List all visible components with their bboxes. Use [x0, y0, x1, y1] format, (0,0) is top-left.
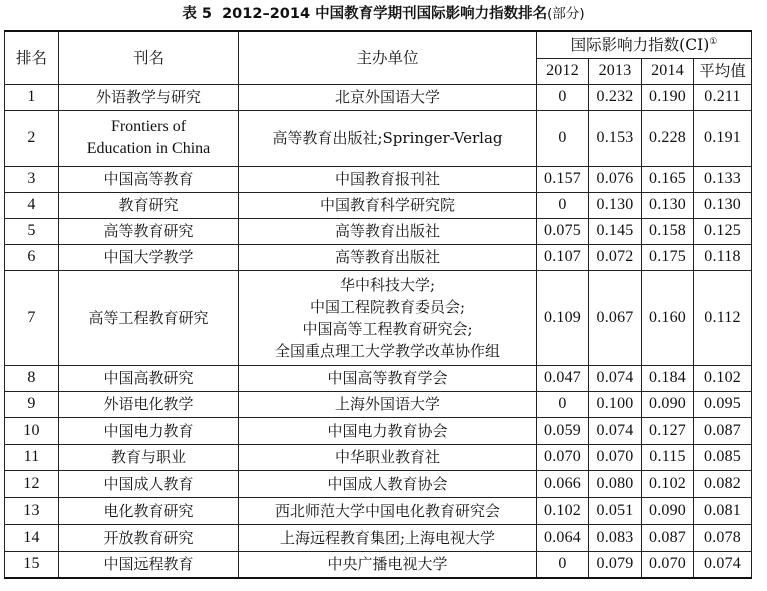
ci-avg-cell: 0.118 [694, 244, 752, 270]
journal-line: 中国高教研究 [103, 369, 194, 387]
sponsor-line: 中华职业教育社 [334, 448, 440, 466]
header-journal: 刊名 [59, 31, 239, 84]
sponsor-line: 中国电力教育协会 [327, 421, 448, 440]
journal-line: 教育与职业 [110, 448, 186, 466]
rank-cell: 13 [5, 497, 59, 524]
rank-cell: 3 [5, 166, 59, 192]
journal-cell [59, 84, 239, 110]
table-row [5, 166, 752, 192]
sponsor-cell [239, 110, 537, 166]
sponsor-line: 高等教育出版社 [334, 222, 440, 240]
ci-avg-cell: 0.102 [694, 365, 752, 391]
header-2014: 2014 [642, 58, 694, 84]
ci-avg-cell: 0.133 [694, 166, 752, 192]
header-ci-group [537, 31, 752, 58]
ci-v2014-cell: 0.115 [642, 444, 694, 470]
journal-cell [59, 524, 239, 551]
ci-avg-cell: 0.074 [694, 551, 752, 578]
rank-cell: 14 [5, 524, 59, 551]
journal-line: 中国成人教育 [103, 474, 194, 493]
ci-v2014-cell: 0.160 [642, 270, 694, 365]
rank-cell: 4 [5, 192, 59, 218]
journal-cell [59, 551, 239, 578]
sponsor-line: 中国成人教育协会 [327, 474, 448, 493]
journal-line: 外语教学与研究 [95, 88, 201, 106]
ci-v2013-cell: 0.145 [589, 218, 642, 244]
journal-cell [59, 244, 239, 270]
ci-avg-cell: 0.211 [694, 84, 752, 110]
ci-v2012-cell: 0.066 [537, 470, 589, 497]
ci-v2014-cell: 0.184 [642, 365, 694, 391]
ci-v2014-cell: 0.175 [642, 244, 694, 270]
table-caption [0, 0, 767, 28]
ci-v2013-cell: 0.051 [589, 497, 642, 524]
ci-v2013-cell: 0.067 [589, 270, 642, 365]
sponsor-cell [239, 244, 537, 270]
journal-cell [59, 391, 239, 417]
ci-v2012-cell: 0.070 [537, 444, 589, 470]
ci-v2013-cell: 0.100 [589, 391, 642, 417]
sponsor-line: 全国重点理工大学教学改革协作组 [274, 341, 500, 360]
ci-avg-cell: 0.085 [694, 444, 752, 470]
journal-line: 开放教育研究 [103, 528, 194, 547]
ci-avg-cell: 0.078 [694, 524, 752, 551]
journal-line: 电化教育研究 [103, 501, 194, 520]
sponsor-line: 中国工程院教育委员会; [309, 297, 466, 316]
rank-cell: 12 [5, 470, 59, 497]
ci-v2013-cell: 0.074 [589, 365, 642, 391]
sponsor-line: 中国高等教育学会 [327, 369, 448, 387]
ci-avg-cell: 0.112 [694, 270, 752, 365]
ci-v2013-cell: 0.079 [589, 551, 642, 578]
journal-cell [59, 192, 239, 218]
journal-line: 中国高等教育 [103, 170, 194, 188]
sponsor-cell [239, 470, 537, 497]
journal-cell [59, 444, 239, 470]
table-row [5, 524, 752, 551]
ci-v2012-cell: 0.064 [537, 524, 589, 551]
ci-v2014-cell: 0.228 [642, 110, 694, 166]
header-2012: 2012 [537, 58, 589, 84]
sponsor-cell [239, 166, 537, 192]
ci-avg-cell: 0.082 [694, 470, 752, 497]
ci-avg-cell: 0.125 [694, 218, 752, 244]
sponsor-cell [239, 551, 537, 578]
ci-avg-cell: 0.095 [694, 391, 752, 417]
rank-cell: 10 [5, 417, 59, 444]
table-row [5, 110, 752, 166]
table-row [5, 497, 752, 524]
ci-v2012-cell: 0.059 [537, 417, 589, 444]
sponsor-line: 上海外国语大学 [334, 395, 440, 413]
ci-v2012-cell: 0.157 [537, 166, 589, 192]
ci-v2012-cell: 0 [537, 84, 589, 110]
ci-v2013-cell: 0.070 [589, 444, 642, 470]
sponsor-cell [239, 192, 537, 218]
journal-line: Education in China [86, 140, 211, 157]
journal-line: 教育研究 [118, 196, 179, 214]
ci-v2014-cell: 0.087 [642, 524, 694, 551]
table-title-note: (部分) [547, 6, 585, 22]
ci-v2012-cell: 0 [537, 551, 589, 578]
table-row [5, 417, 752, 444]
table-row [5, 270, 752, 365]
ci-avg-cell: 0.191 [694, 110, 752, 166]
journal-line: 中国远程教育 [103, 555, 194, 574]
table-row [5, 365, 752, 391]
sponsor-line: 上海远程教育集团;上海电视大学 [279, 528, 496, 547]
ci-v2014-cell: 0.165 [642, 166, 694, 192]
sponsor-line: 高等教育出版社 [334, 248, 440, 266]
ci-avg-cell: 0.130 [694, 192, 752, 218]
sponsor-line: 中国教育报刊社 [334, 170, 440, 188]
journal-cell [59, 470, 239, 497]
ci-v2012-cell: 0 [537, 391, 589, 417]
rank-cell: 11 [5, 444, 59, 470]
ci-v2013-cell: 0.083 [589, 524, 642, 551]
ci-v2014-cell: 0.102 [642, 470, 694, 497]
rank-cell: 15 [5, 551, 59, 578]
ci-v2014-cell: 0.158 [642, 218, 694, 244]
sponsor-cell [239, 524, 537, 551]
header-ci-footnote: ① [709, 36, 718, 47]
rank-cell: 6 [5, 244, 59, 270]
journal-cell [59, 417, 239, 444]
ci-v2013-cell: 0.153 [589, 110, 642, 166]
header-sponsor: 主办单位 [239, 31, 537, 84]
ci-v2014-cell: 0.090 [642, 391, 694, 417]
journal-line: 高等教育研究 [103, 222, 194, 240]
table-body [5, 84, 752, 578]
sponsor-cell [239, 417, 537, 444]
ranking-table [4, 30, 752, 579]
journal-cell [59, 497, 239, 524]
table-number: 表 5 [182, 6, 212, 22]
journal-cell [59, 218, 239, 244]
sponsor-cell [239, 497, 537, 524]
table-row [5, 470, 752, 497]
ci-v2014-cell: 0.127 [642, 417, 694, 444]
ci-avg-cell: 0.087 [694, 417, 752, 444]
sponsor-line: 西北师范大学中国电化教育研究会 [274, 501, 500, 520]
sponsor-cell [239, 218, 537, 244]
ci-v2013-cell: 0.076 [589, 166, 642, 192]
journal-line: 中国电力教育 [103, 421, 194, 440]
sponsor-cell [239, 270, 537, 365]
table-row [5, 244, 752, 270]
journal-cell [59, 166, 239, 192]
ci-v2012-cell: 0.107 [537, 244, 589, 270]
journal-cell [59, 365, 239, 391]
table-row [5, 444, 752, 470]
ci-avg-cell: 0.081 [694, 497, 752, 524]
journal-line: Frontiers of [110, 118, 187, 135]
ci-v2012-cell: 0 [537, 110, 589, 166]
rank-cell: 1 [5, 84, 59, 110]
rank-cell: 7 [5, 270, 59, 365]
table-row [5, 551, 752, 578]
sponsor-cell [239, 444, 537, 470]
sponsor-line: 华中科技大学; [339, 275, 436, 294]
sponsor-cell [239, 84, 537, 110]
ci-v2013-cell: 0.232 [589, 84, 642, 110]
sponsor-line: 高等教育出版社;Springer-Verlag [272, 129, 503, 147]
sponsor-line: 中国教育科学研究院 [319, 196, 455, 214]
ci-v2013-cell: 0.074 [589, 417, 642, 444]
ci-v2014-cell: 0.190 [642, 84, 694, 110]
journal-line: 高等工程教育研究 [88, 308, 209, 327]
journal-cell [59, 110, 239, 166]
ci-v2012-cell: 0.102 [537, 497, 589, 524]
journal-line: 中国大学教学 [103, 248, 194, 266]
table-row [5, 391, 752, 417]
header-2013: 2013 [589, 58, 642, 84]
journal-line: 外语电化教学 [103, 395, 194, 413]
sponsor-cell [239, 391, 537, 417]
rank-cell: 9 [5, 391, 59, 417]
table-row [5, 192, 752, 218]
ci-v2014-cell: 0.090 [642, 497, 694, 524]
ci-v2012-cell: 0.109 [537, 270, 589, 365]
header-ci-label: 国际影响力指数(CI) [570, 35, 710, 54]
rank-cell: 8 [5, 365, 59, 391]
header-rank: 排名 [5, 31, 59, 84]
ci-v2014-cell: 0.070 [642, 551, 694, 578]
sponsor-cell [239, 365, 537, 391]
rank-cell: 5 [5, 218, 59, 244]
ci-v2013-cell: 0.130 [589, 192, 642, 218]
sponsor-line: 北京外国语大学 [334, 88, 440, 106]
ci-v2012-cell: 0 [537, 192, 589, 218]
ci-v2014-cell: 0.130 [642, 192, 694, 218]
sponsor-line: 中国高等工程教育研究会; [302, 319, 473, 338]
ci-v2013-cell: 0.072 [589, 244, 642, 270]
journal-cell [59, 270, 239, 365]
ci-v2012-cell: 0.075 [537, 218, 589, 244]
table-row [5, 218, 752, 244]
header-avg: 平均值 [694, 58, 752, 84]
sponsor-line: 中央广播电视大学 [327, 555, 448, 574]
ci-v2012-cell: 0.047 [537, 365, 589, 391]
table-title: 2012–2014 中国教育学期刊国际影响力指数排名 [222, 6, 548, 22]
ci-v2013-cell: 0.080 [589, 470, 642, 497]
table-row [5, 84, 752, 110]
rank-cell: 2 [5, 110, 59, 166]
